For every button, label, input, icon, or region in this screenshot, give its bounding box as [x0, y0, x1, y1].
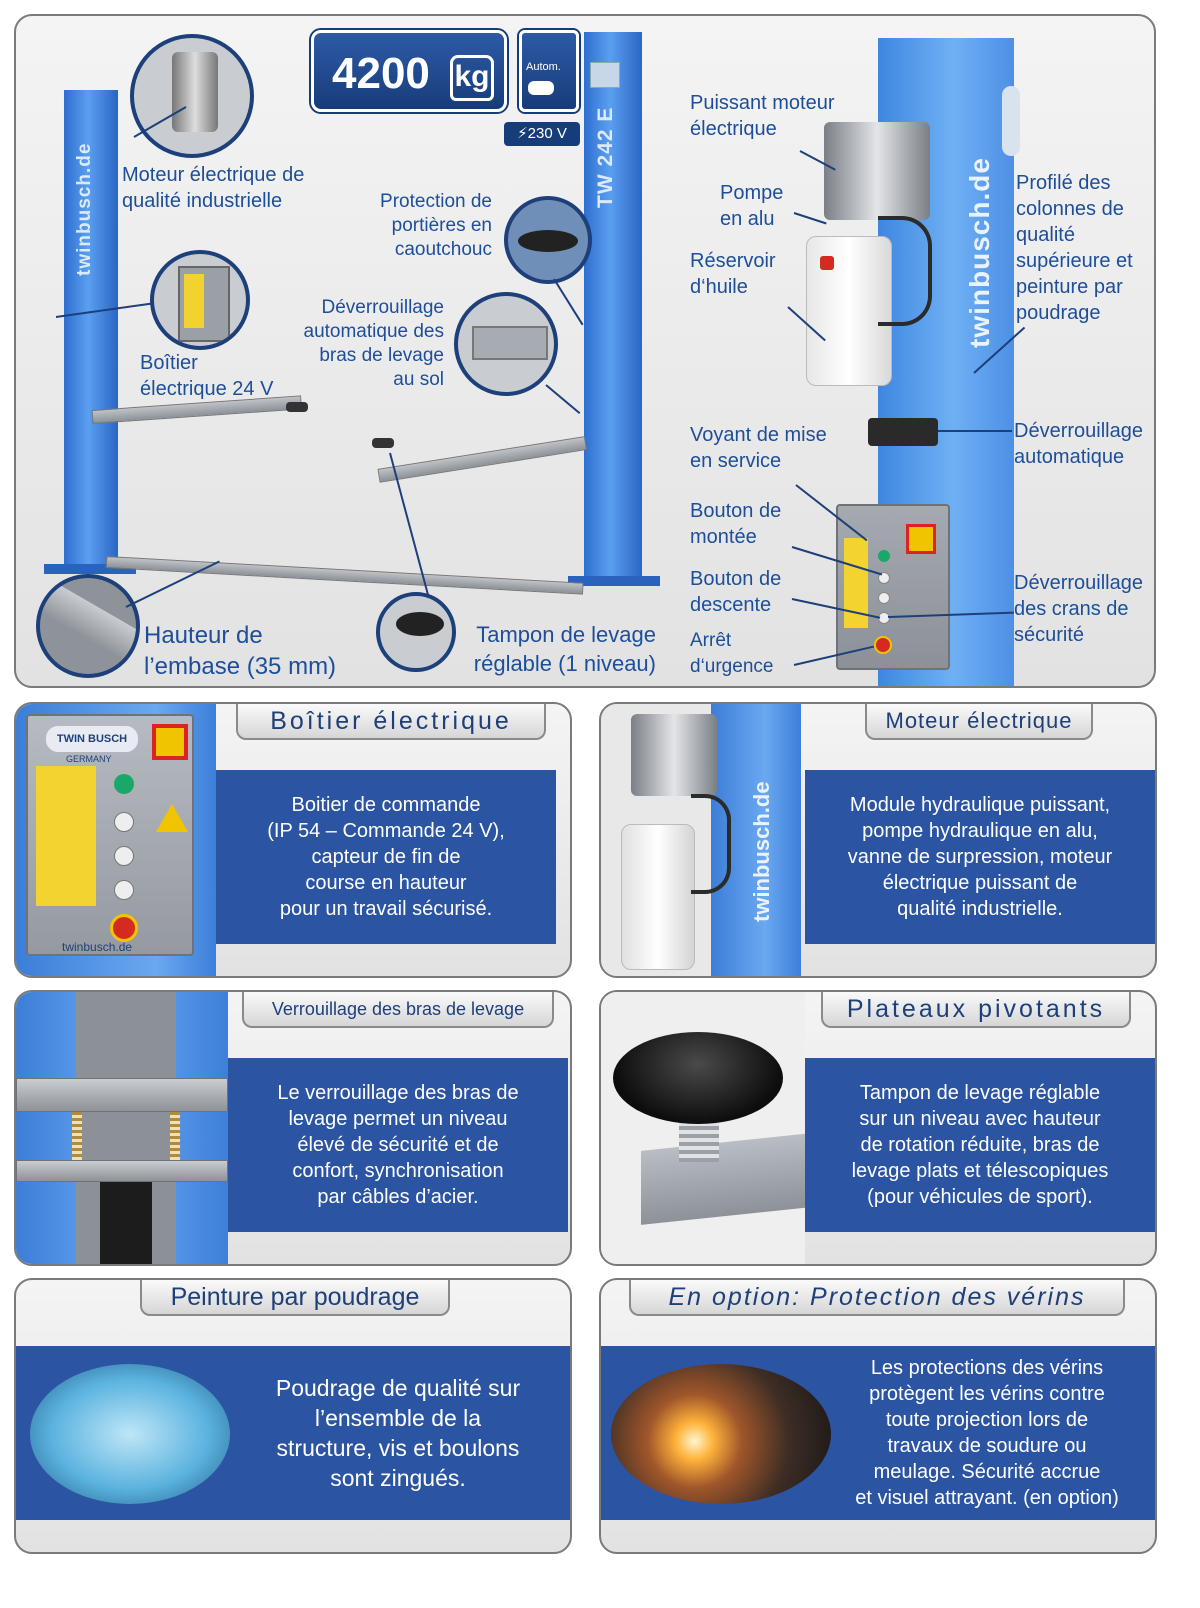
- motor-zoom-circle: [130, 34, 254, 158]
- feature-title: Boîtier électrique: [270, 707, 512, 735]
- site-label: twinbusch.de: [749, 781, 774, 922]
- oil-cap-icon: [820, 256, 834, 270]
- capacity-value: 4200: [332, 49, 430, 98]
- brand-subtitle: GERMANY: [66, 754, 112, 764]
- control-zoom-circle: [150, 250, 250, 350]
- label-auto-unlock: Déverrouillage automatique: [1014, 420, 1143, 468]
- right-column-model: TW 242 E: [594, 106, 617, 208]
- arm-lock-zoom-circle: [454, 292, 558, 396]
- lightning-icon: ⚡: [517, 125, 528, 142]
- motor-photo: [601, 704, 801, 978]
- label-power-light: Voyant de mise en service: [690, 424, 827, 472]
- label-safety-unlock: Déverrouillage des crans de sécurité: [1014, 572, 1143, 646]
- feature-tab: [140, 1280, 450, 1316]
- capacity-badge: [311, 30, 507, 112]
- power-light-icon: [878, 550, 890, 562]
- feature-panel-arm-lock: [14, 990, 572, 1266]
- lock-button-icon: [114, 846, 134, 866]
- pointer-line: [553, 278, 583, 325]
- pointer-line: [545, 384, 580, 414]
- oil-tank: [621, 824, 695, 970]
- feature-description-box: [805, 770, 1155, 944]
- feature-title: Moteur électrique: [885, 708, 1073, 733]
- label-auto-unlock-arms: Déverrouillage automatique des bras de levage au sol: [303, 297, 444, 390]
- voltage-badge: [504, 122, 580, 146]
- feature-tab: [865, 704, 1093, 740]
- lift-pad-photo: [601, 992, 805, 1266]
- emergency-stop-icon: [874, 636, 892, 654]
- base-profile-icon: [36, 578, 140, 672]
- left-column-brand: twinbusch.de: [74, 142, 95, 276]
- spring-icon: [170, 1112, 180, 1160]
- auto-lock-block: [868, 418, 938, 446]
- base-zoom-circle: [36, 574, 140, 678]
- feature-description: Module hydraulique puissant, pompe hydraulique en alu, vanne de surpression, moteur électrique puissant de qualité industrielle.: [847, 794, 1113, 920]
- right-lift-arm: [377, 436, 587, 483]
- emergency-stop-icon: [110, 914, 138, 942]
- lock-button-icon: [878, 592, 890, 604]
- arm-lock-icon: [472, 326, 548, 360]
- spring-icon: [72, 1112, 82, 1160]
- feature-panel-motor: [599, 702, 1157, 978]
- main-switch-icon: [152, 724, 188, 760]
- door-guard-zoom-circle: [504, 196, 592, 284]
- feature-description-box: [805, 1058, 1155, 1232]
- down-button-icon: [114, 880, 134, 900]
- feature-panel-control-box: [14, 702, 572, 978]
- hero-panel: [14, 14, 1156, 688]
- capacity-unit: kg: [450, 55, 494, 101]
- feature-tab: [629, 1280, 1125, 1316]
- warning-sticker: [36, 766, 96, 906]
- right-column-plate: [590, 62, 620, 88]
- hose: [878, 216, 932, 326]
- label-powerful-motor: Puissant moteur électrique: [690, 92, 835, 140]
- feature-tab: [242, 992, 554, 1028]
- feature-description: Le verrouillage des bras de levage permet un niveau élevé de sécurité et de confort, synchronisation par câbles d’acier.: [277, 1082, 519, 1208]
- twin-busch-logo: [46, 726, 138, 752]
- label-motor-industrial: Moteur électrique de qualité industrielle: [122, 164, 305, 212]
- label-emergency-stop: Arrêt d‘urgence: [690, 630, 774, 677]
- label-door-protection: Protection de portières en caoutchouc: [380, 191, 492, 260]
- welding-sparks-photo: [611, 1364, 831, 1504]
- base-plate: [106, 556, 584, 595]
- pointer-line: [794, 212, 827, 224]
- rubber-guard-icon: [518, 230, 578, 252]
- label-base-height: Hauteur de l’embase (35 mm): [144, 622, 337, 680]
- feature-tab: [821, 992, 1131, 1028]
- feature-title: Peinture par poudrage: [170, 1283, 420, 1311]
- main-switch-icon: [906, 524, 936, 554]
- feature-title: Verrouillage des bras de levage: [271, 999, 525, 1019]
- motor-unit: [824, 122, 930, 220]
- auto-label: Autom.: [526, 61, 561, 73]
- brand-name: TWIN BUSCH: [56, 733, 128, 745]
- label-down-button: Bouton de descente: [690, 568, 782, 616]
- twin-busch-logo: [1002, 86, 1020, 156]
- feature-panel-powder-coating: [14, 1278, 572, 1554]
- feature-description-box: [228, 1058, 568, 1232]
- closeup-column-brand: twinbusch.de: [964, 157, 995, 348]
- motor-icon: [631, 714, 717, 796]
- lift-pad-right: [372, 438, 394, 448]
- feature-tab: [236, 704, 546, 740]
- lift-pad-left: [286, 402, 308, 412]
- voltage-value: 230 V: [527, 125, 567, 142]
- up-button-icon: [114, 812, 134, 832]
- high-voltage-icon: [156, 804, 188, 832]
- label-column-profile: Profilé des colonnes de qualité supérieure et peinture par poudrage: [1016, 172, 1133, 324]
- arm-lock-icon: [16, 1078, 228, 1112]
- powder-booth-photo: [30, 1364, 230, 1504]
- feature-panel-pivot-pads: [599, 990, 1157, 1266]
- label-oil-tank: Réservoir d‘huile: [690, 250, 776, 298]
- feature-description: Boitier de commande (IP 54 – Commande 24 V), capteur de fin de course en hauteur pour un travail sécurisé.: [267, 794, 505, 920]
- feature-description: Poudrage de qualité sur l’ensemble de la structure, vis et boulons sont zingués.: [275, 1375, 521, 1491]
- feature-description: Les protections des vérins protègent les vérins contre toute projection lors de travaux de soudure ou meulage. Sécurité accrue et visuel attrayant. (en option): [855, 1357, 1119, 1509]
- feature-description-box: [216, 770, 556, 944]
- feature-title: Plateaux pivotants: [846, 995, 1106, 1023]
- lift-pad-icon: [613, 1032, 783, 1124]
- hand-icon: [528, 81, 554, 95]
- site-label: twinbusch.de: [62, 940, 133, 954]
- hose: [691, 794, 731, 894]
- control-box-photo: [16, 704, 216, 978]
- arm-lock-photo: [16, 992, 228, 1266]
- feature-description: Tampon de levage réglable sur un niveau avec hauteur de rotation réduite, bras de levage plats et télescopiques (pour véhicules de sport).: [851, 1082, 1109, 1208]
- label-up-button: Bouton de montée: [690, 500, 782, 548]
- label-alu-pump: Pompe en alu: [720, 182, 784, 230]
- feature-panel-cylinder-protection: [599, 1278, 1157, 1554]
- label-control-box-24v: Boîtier électrique 24 V: [140, 352, 274, 400]
- pointer-line: [938, 430, 1012, 432]
- motor-icon: [172, 52, 218, 132]
- power-light-icon: [114, 774, 134, 794]
- feature-title: En option: Protection des vérins: [668, 1283, 1086, 1311]
- auto-badge: [519, 30, 579, 112]
- lift-arm-icon: [641, 1133, 805, 1225]
- label-lift-pad: Tampon de levage réglable (1 niveau): [473, 622, 656, 676]
